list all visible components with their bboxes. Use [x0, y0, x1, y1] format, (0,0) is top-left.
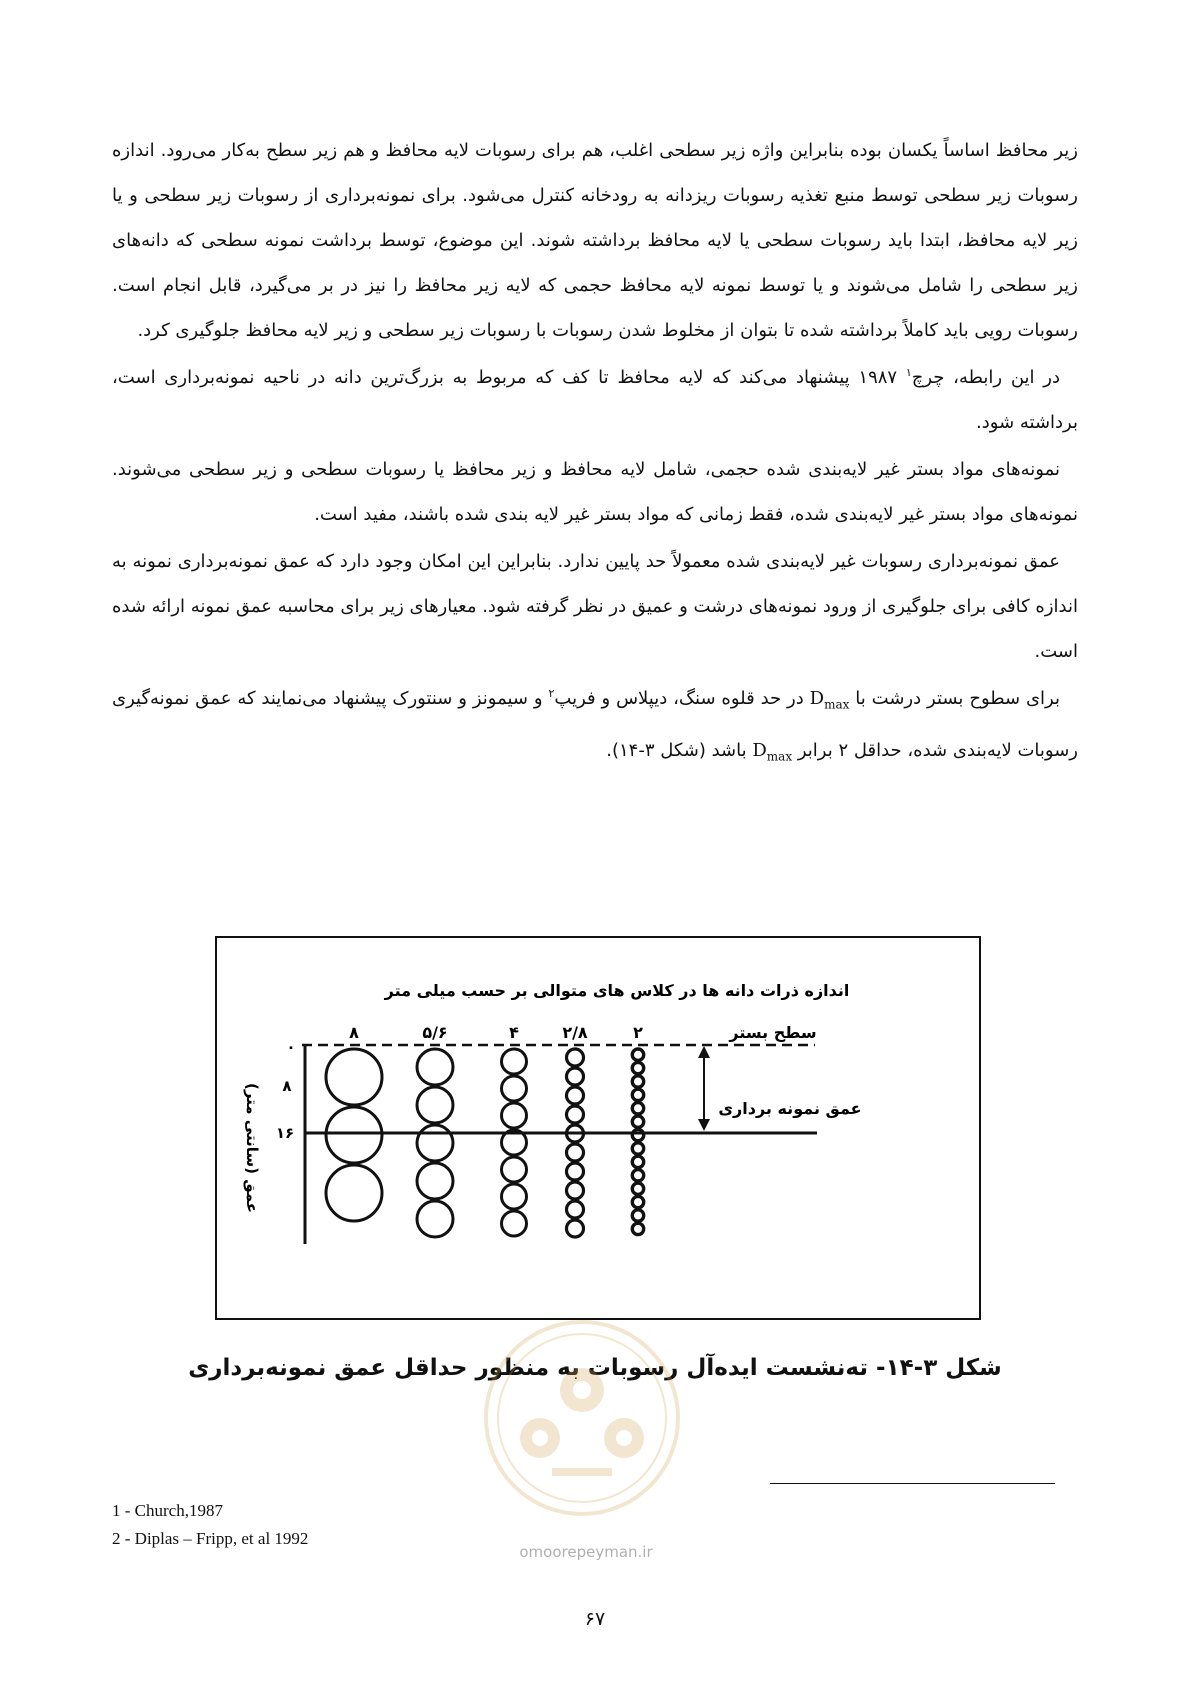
paragraph-4 [112, 539, 1078, 674]
grain-circle-col4 [567, 1201, 584, 1218]
dmax-sub-1: max [824, 697, 850, 712]
grain-circle-col4 [567, 1087, 584, 1104]
grain-circle-col5 [632, 1103, 643, 1114]
grain-circle-col3 [502, 1076, 527, 1101]
paragraph-3-text: نمونه‌های مواد بستر غیر لایه‌بندی شده حجمی، شامل لایه محافظ و زیر محافظ یا رسوبات سطحی و زیر سطحی می‌شوند. نمونه‌های مواد بستر غیر لایه‌بندی شده، فقط زمانی که مواد بستر غیر لایه بندی شده باشند، مفید است. [112, 459, 1078, 525]
dmax-main-1: D [809, 688, 825, 709]
grain-circle-col3 [502, 1049, 527, 1074]
page-number: ۶۷ [584, 1608, 606, 1630]
depth-tick-16: ۱۶ [275, 1124, 295, 1142]
grain-columns [326, 1049, 644, 1237]
size-label-5-6: ۵/۶ [422, 1023, 448, 1042]
size-label-4: ۴ [509, 1023, 519, 1042]
grain-circle-col5 [632, 1089, 643, 1100]
paragraph-3 [112, 447, 1078, 537]
grain-circle-col5 [632, 1143, 643, 1154]
footnote-ref-1: ۱ [905, 366, 912, 379]
grain-circle-col2 [417, 1087, 453, 1123]
footnote-separator [770, 1483, 1055, 1484]
body-text [112, 128, 1078, 781]
grain-circle-col2 [417, 1049, 453, 1085]
grain-circle-col5 [632, 1129, 643, 1140]
grain-circle-col5 [632, 1183, 643, 1194]
grain-circle-col1 [326, 1107, 382, 1163]
grain-circle-col5 [632, 1062, 643, 1073]
paragraph-5-part2: در حد قلوه سنگ، دیپلاس و فریپ [554, 688, 810, 709]
size-label-2: ۲ [633, 1023, 643, 1042]
grain-circle-col2 [417, 1163, 453, 1199]
grain-circle-col2 [417, 1125, 453, 1161]
dmax-main-2: D [752, 739, 767, 761]
paragraph-5-part4: باشد (شکل ۳-۱۴). [606, 739, 753, 761]
grain-circle-col5 [632, 1116, 643, 1127]
seal-url: omoorepeyman.ir [519, 1543, 653, 1561]
grain-circle-col5 [632, 1170, 643, 1181]
paragraph-2-after: ۱۹۸۷ پیشنهاد می‌کند که لایه محافظ تا کف که مربوط به بزرگ‌ترین دانه در ناحیه نمونه‌برداری است، برداشته شود. [112, 367, 1078, 433]
grain-circle-col5 [632, 1156, 643, 1167]
publisher-seal [482, 1318, 682, 1518]
paragraph-5-part1: برای سطوح بستر درشت با [849, 688, 1060, 709]
grain-circle-col4 [567, 1049, 584, 1066]
grain-circle-col1 [326, 1049, 382, 1105]
paragraph-1: زیر محافظ اساساً یکسان بوده بنابراین واژه زیر سطحی اغلب، هم برای رسوبات لایه محافظ و هم زیر سطح به‌کار می‌رود. اندازه رسوبات زیر سطحی توسط منبع تغذیه رسوبات ریزدانه به رودخانه کنترل می‌شود. برای نمونه‌برداری از رسوبات زیر سطحی و یا زیر لایه محافظ، ابتدا باید رسوبات سطحی یا لایه محافظ برداشته شوند. این موضوع، توسط برداشت نمونه سطحی که دانه‌های زیر سطحی را شامل می‌شوند و یا توسط نمونه لایه محافظ حجمی که لایه زیر محافظ را نیز در بر می‌گیرد، قابل انجام است. رسوبات رویی باید کاملاً برداشته شده تا بتوان از مخلوط شدن رسوبات با رسوبات زیر سطحی و زیر لایه محافظ جلوگیری کرد. [112, 140, 1078, 341]
grain-circle-col3 [502, 1103, 527, 1128]
grain-circle-col4 [567, 1068, 584, 1085]
grain-circle-col5 [632, 1076, 643, 1087]
figure-title: اندازه ذرات دانه ها در کلاس های متوالی بر حسب میلی متر [384, 981, 850, 1000]
footnote-2: 2 - Diplas – Fripp, et al 1992 [112, 1529, 309, 1548]
paragraph-4-text: عمق نمونه‌برداری رسوبات غیر لایه‌بندی شده معمولاً حد پایین ندارد. بنابراین این امکان وجود دارد که عمق نمونه‌برداری نمونه به اندازه کافی برای جلوگیری از ورود نمونه‌های درشت و عمیق در نظر گرفته شود. معیارهای زیر برای محاسبه عمق نمونه ارائه شده است. [112, 551, 1078, 662]
sampling-depth-label: عمق نمونه برداری [718, 1099, 862, 1118]
grain-circle-col4 [567, 1106, 584, 1123]
bed-surface-label: سطح بستر [729, 1023, 817, 1042]
depth-axis-label: عمق (سانتی متر) [243, 1082, 261, 1214]
sediment-figure [215, 936, 981, 1320]
size-label-8: ۸ [349, 1023, 359, 1042]
dmax-sub-2: max [766, 749, 793, 764]
sampling-depth-arrow-top [698, 1046, 710, 1058]
footnote-1: 1 - Church,1987 [112, 1501, 223, 1520]
figure-caption: شکل ۳-۱۴- ته‌نشست ایده‌آل رسوبات به منظور حداقل عمق نمونه‌برداری [188, 1355, 1002, 1381]
paragraph-5 [112, 676, 1078, 779]
dmax-symbol-2 [752, 739, 793, 764]
depth-tick-0: ۰ [286, 1038, 296, 1056]
depth-tick-8: ۸ [282, 1077, 292, 1095]
grain-circle-col2 [417, 1201, 453, 1237]
size-label-2-8: ۲/۸ [562, 1023, 588, 1042]
paragraph-2 [112, 355, 1078, 445]
figure-drawing [217, 938, 979, 1318]
grain-circle-col5 [632, 1223, 643, 1234]
sampling-depth-arrow-bottom [698, 1119, 710, 1131]
dmax-symbol-1 [809, 688, 850, 712]
paragraph-5-part3: و سیمونز و سنتورک پیشنهاد می‌نمایند که عمق نمونه‌گیری رسوبات لایه‌بندی شده، حداقل ۲ برابر [112, 688, 1078, 761]
grain-circle-col3 [502, 1157, 527, 1182]
grain-circle-col5 [632, 1210, 643, 1221]
grain-circle-col4 [567, 1144, 584, 1161]
grain-circle-col5 [632, 1196, 643, 1207]
grain-circle-col5 [632, 1049, 643, 1060]
grain-circle-col3 [502, 1211, 527, 1236]
footnote-ref-2: ۲ [548, 687, 555, 700]
grain-circle-col4 [567, 1182, 584, 1199]
grain-circle-col3 [502, 1184, 527, 1209]
paragraph-2-before: در این رابطه، چرچ [911, 367, 1060, 388]
grain-circle-col1 [326, 1165, 382, 1221]
footnotes [112, 1497, 612, 1553]
grain-circle-col4 [567, 1220, 584, 1237]
grain-circle-col4 [567, 1163, 584, 1180]
